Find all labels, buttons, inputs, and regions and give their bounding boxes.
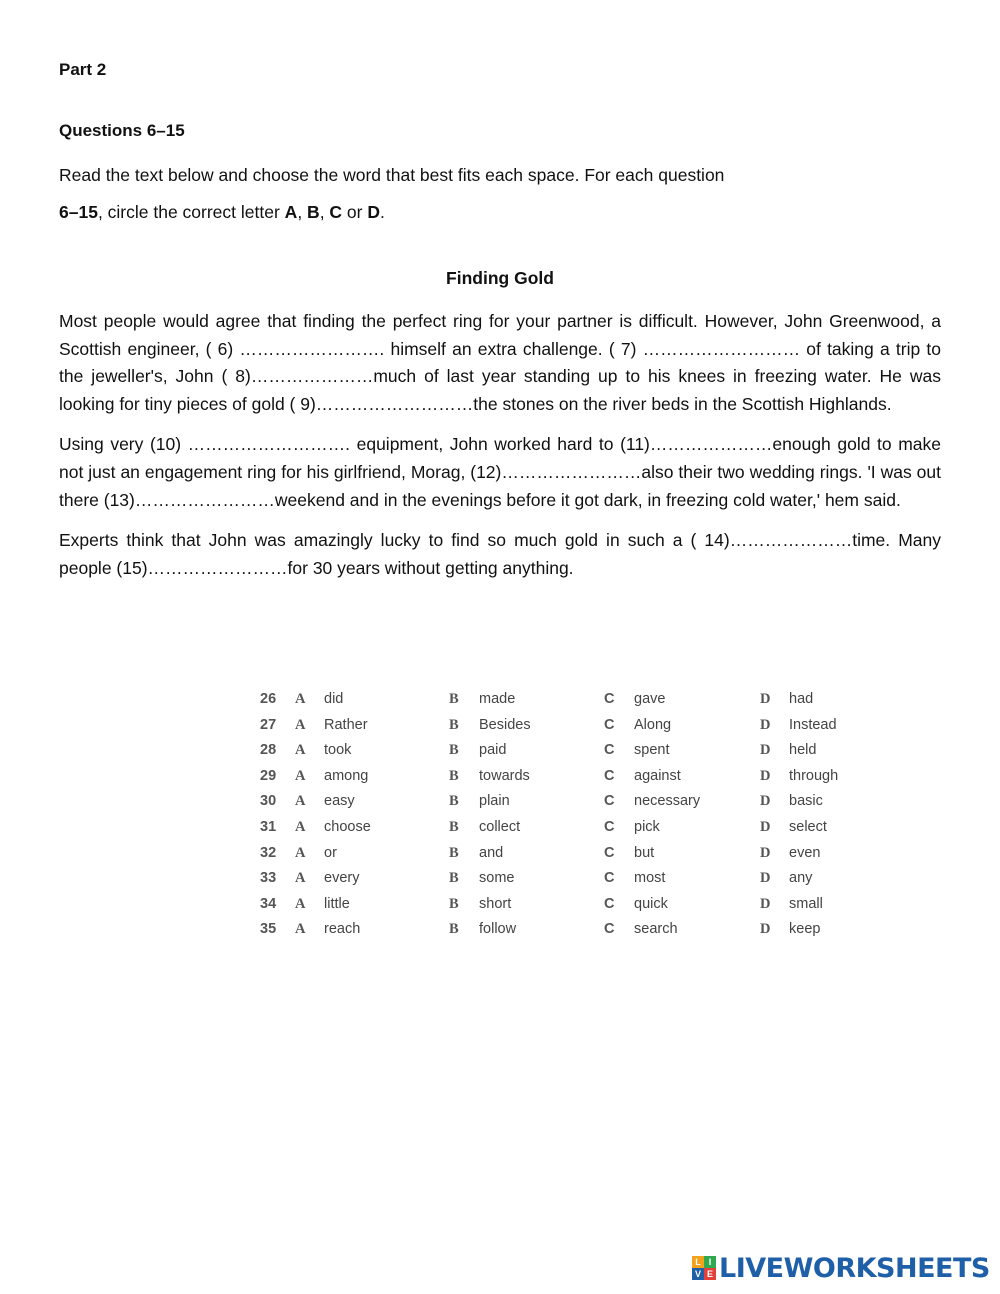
question-number: 28 [260, 742, 277, 759]
option-d[interactable]: had [789, 691, 814, 707]
option-c[interactable]: necessary [634, 793, 701, 810]
part-heading: Part 2 [59, 60, 107, 79]
option-letter-b: B [449, 818, 459, 835]
option-d[interactable]: small [789, 895, 823, 912]
option-row [258, 715, 878, 741]
option-a[interactable]: reach [324, 921, 361, 938]
option-b[interactable]: follow [479, 921, 517, 938]
option-c[interactable]: Along [634, 716, 672, 733]
option-letter-a: A [295, 844, 306, 861]
question-number: 34 [260, 895, 277, 912]
option-b[interactable]: short [479, 895, 512, 912]
instruction-line-2 [59, 194, 941, 231]
question-range: 6–15 [59, 202, 98, 222]
option-c[interactable]: pick [634, 818, 660, 835]
logo-tile: E [704, 1268, 716, 1280]
passage-title: Finding Gold [446, 268, 554, 288]
option-a[interactable]: every [324, 870, 360, 887]
option-a[interactable]: or [324, 844, 337, 861]
passage-paragraph: Experts think that John was amazingly lucky to find so much gold in such a ( 14)…………………time. Many people (15)……………………for 30 years without getting anything. [59, 530, 941, 578]
option-d[interactable]: any [789, 870, 813, 887]
option-b[interactable]: made [479, 691, 516, 707]
option-letter-c: C [604, 870, 615, 887]
option-letter-d: D [760, 844, 771, 861]
option-d[interactable]: keep [789, 921, 821, 938]
option-row [258, 766, 878, 792]
option-c[interactable]: spent [634, 742, 670, 759]
question-number: 31 [260, 818, 277, 835]
option-b[interactable]: towards [479, 767, 530, 784]
option-letter-d: D [760, 921, 771, 938]
option-letter-a: A [295, 716, 306, 733]
instruction-text: , circle the correct letter [97, 202, 285, 222]
question-number: 32 [260, 844, 277, 861]
option-letter-b: B [449, 870, 459, 887]
option-letter-b: B [449, 844, 459, 861]
option-letter-a: A [295, 818, 306, 835]
option-a[interactable]: Rather [324, 716, 368, 733]
option-b[interactable]: plain [479, 793, 510, 810]
option-c[interactable]: most [634, 870, 666, 887]
option-row [258, 894, 878, 920]
instruction-comma: , [297, 202, 308, 222]
option-letter-d: D [760, 742, 771, 759]
option-letter-b: B [449, 921, 459, 938]
letter-d: D [367, 202, 380, 222]
option-d[interactable]: held [789, 742, 817, 759]
instruction-comma: , [319, 202, 330, 222]
question-number: 27 [260, 716, 277, 733]
option-c[interactable]: against [634, 767, 681, 784]
question-number: 29 [260, 767, 277, 784]
option-a[interactable]: did [324, 691, 344, 707]
option-letter-d: D [760, 818, 771, 835]
option-row [258, 868, 878, 894]
letter-a: A [284, 202, 298, 222]
option-d[interactable]: Instead [789, 716, 837, 733]
option-letter-d: D [760, 767, 771, 784]
option-d[interactable]: basic [789, 793, 823, 810]
option-letter-c: C [604, 691, 615, 707]
option-letter-d: D [760, 793, 771, 810]
option-row [258, 689, 878, 715]
option-letter-d: D [760, 716, 771, 733]
option-b[interactable]: Besides [479, 716, 531, 733]
option-a[interactable]: among [324, 767, 369, 784]
option-c[interactable]: but [634, 844, 655, 861]
option-b[interactable]: paid [479, 742, 507, 759]
questions-heading: Questions 6–15 [59, 121, 185, 140]
option-row [258, 919, 878, 945]
option-letter-a: A [295, 767, 306, 784]
option-letter-c: C [604, 844, 615, 861]
option-row [258, 791, 878, 817]
option-letter-c: C [604, 742, 615, 759]
option-letter-b: B [449, 793, 459, 810]
question-number: 33 [260, 870, 277, 887]
logo-tile: I [704, 1256, 716, 1268]
option-d[interactable]: even [789, 844, 821, 861]
letter-b: B [307, 202, 320, 222]
question-number: 35 [260, 921, 277, 938]
option-b[interactable]: and [479, 844, 504, 861]
option-d[interactable]: through [789, 767, 839, 784]
option-row [258, 843, 878, 869]
option-letter-b: B [449, 895, 459, 912]
passage-text [59, 308, 941, 595]
option-letter-b: B [449, 767, 459, 784]
logo-tile: L [692, 1256, 704, 1268]
question-number: 26 [260, 691, 277, 707]
option-letter-a: A [295, 870, 306, 887]
option-letter-d: D [760, 870, 771, 887]
option-letter-b: B [449, 691, 459, 707]
option-c[interactable]: search [634, 921, 678, 938]
option-letter-a: A [295, 921, 306, 938]
option-a[interactable]: easy [324, 793, 355, 810]
option-letter-d: D [760, 895, 771, 912]
option-row [258, 817, 878, 843]
option-letter-b: B [449, 742, 459, 759]
liveworksheets-logo [692, 1251, 990, 1285]
option-d[interactable]: select [789, 818, 827, 835]
logo-tile: V [692, 1268, 704, 1280]
passage-paragraph: Most people would agree that finding the perfect ring for your partner is difficult. However, John Greenwood, a Scottish engineer, ( 6) ……………………. himself an extra challenge. ( 7) ……………………… of taking a trip to the jeweller's, John ( 8)…………………much of last year standing up to his knees in freezing water. He was looking for tiny pieces of gold ( 9)………………………the stones on the river beds in the Scottish Highlands. [59, 311, 941, 414]
option-letter-c: C [604, 793, 615, 810]
option-c[interactable]: gave [634, 691, 666, 707]
option-letter-c: C [604, 921, 615, 938]
instruction-or: or [342, 202, 368, 222]
instruction-end: . [380, 202, 385, 222]
option-letter-a: A [295, 691, 306, 707]
option-a[interactable]: choose [324, 818, 371, 835]
option-b[interactable]: collect [479, 818, 521, 835]
option-letter-c: C [604, 767, 615, 784]
option-c[interactable]: quick [634, 895, 668, 912]
option-letter-c: C [604, 716, 615, 733]
instruction-line-1: Read the text below and choose the word that best fits each space. For each question [59, 165, 725, 185]
liveworksheets-logo-icon [692, 1256, 716, 1280]
letter-c: C [329, 202, 343, 222]
option-letter-c: C [604, 895, 615, 912]
option-letter-a: A [295, 793, 306, 810]
question-number: 30 [260, 793, 277, 810]
option-letter-c: C [604, 818, 615, 835]
option-letter-a: A [295, 895, 306, 912]
instructions [59, 157, 941, 231]
option-a[interactable]: took [324, 742, 352, 759]
logo-text: LIVEWORKSHEETS [719, 1252, 990, 1284]
option-a[interactable]: little [324, 895, 350, 912]
option-row [258, 740, 878, 766]
option-b[interactable]: some [479, 870, 515, 887]
option-letter-a: A [295, 742, 306, 759]
option-letter-b: B [449, 716, 459, 733]
passage-paragraph: Using very (10) ………………………. equipment, John worked hard to (11)…………………enough gold to make not just an engagement ring for his girlfriend, Morag, (12)……………………also their two wedding rings. 'I was out there (13)……………………weekend and in the evenings before it got dark, in freezing cold water,' hem said. [59, 434, 941, 510]
answer-options-table [258, 689, 878, 945]
option-letter-d: D [760, 691, 771, 707]
